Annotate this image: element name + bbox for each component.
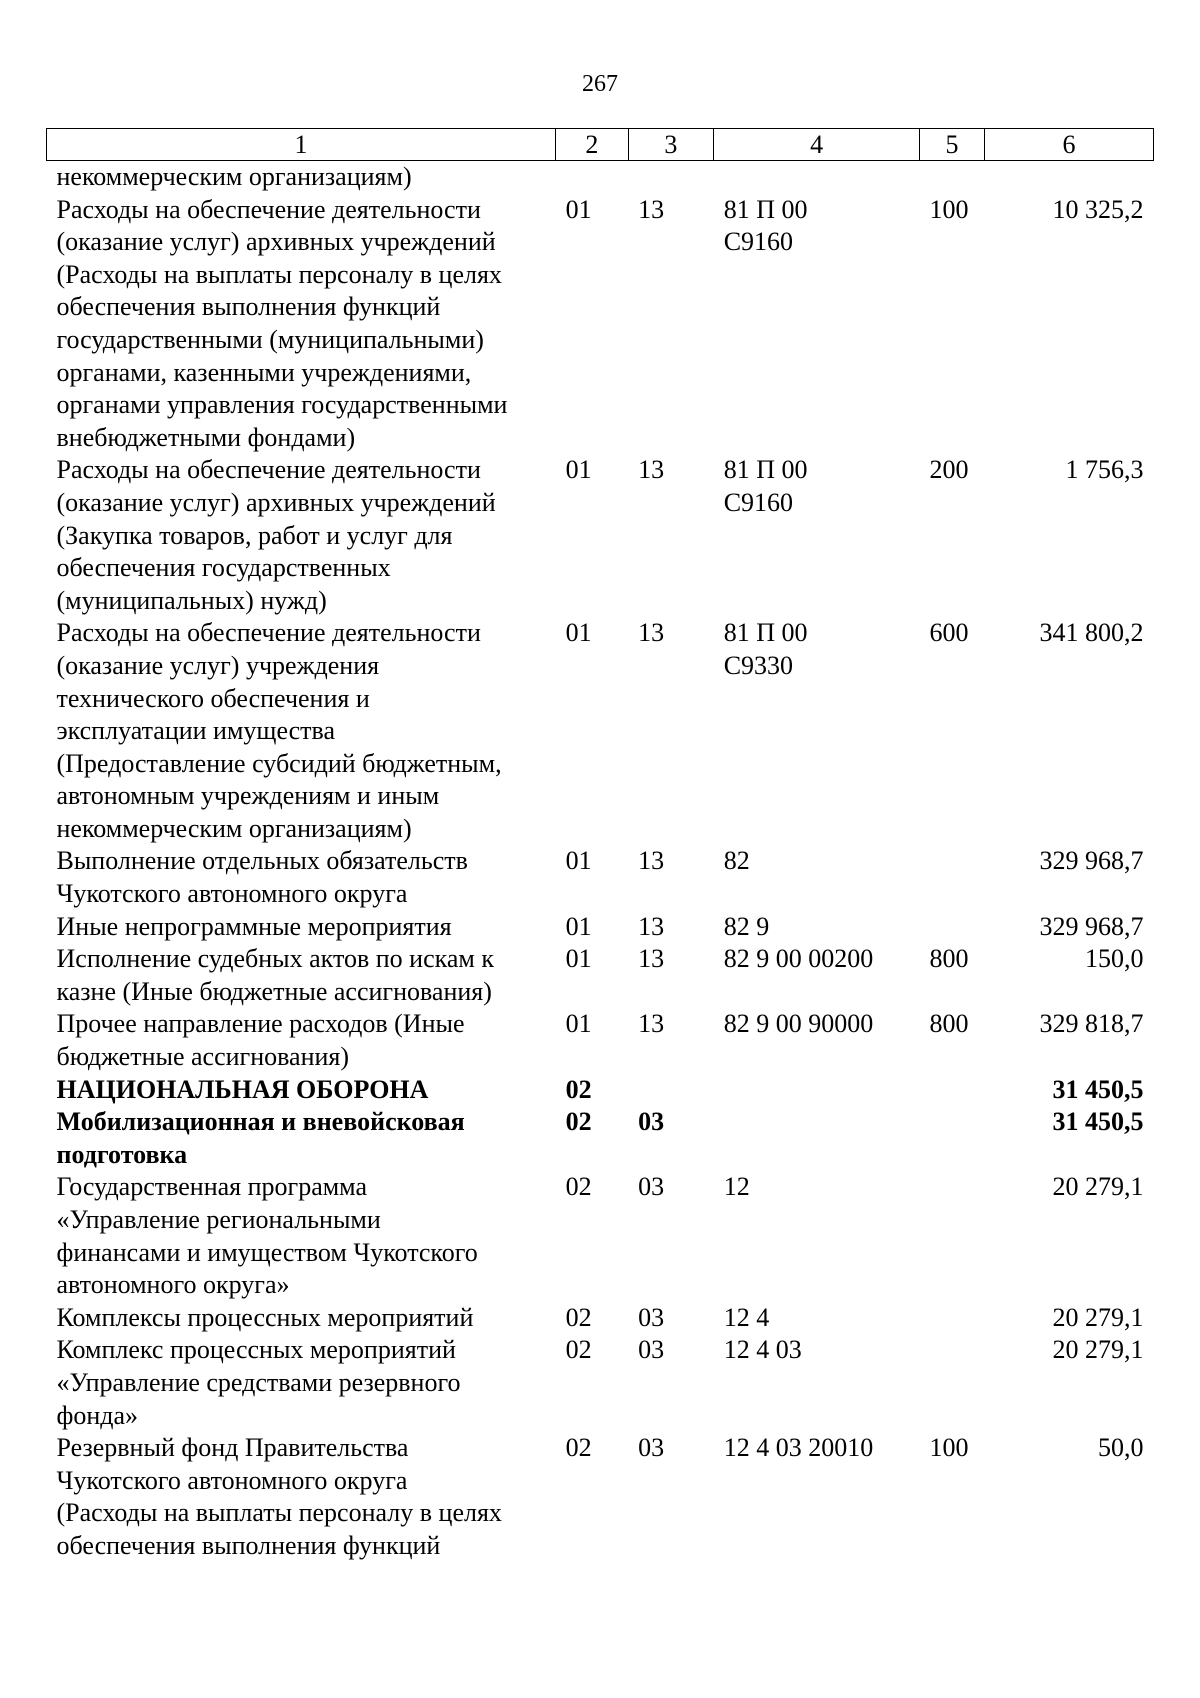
expense-name-line: обеспечения выполнения функций xyxy=(56,292,441,322)
target-article-line: С9160 xyxy=(723,487,794,517)
amount-cell: 1 756,3 xyxy=(1065,455,1144,485)
table-row xyxy=(47,1008,1154,1073)
section-code-cell: 01 xyxy=(565,911,592,941)
expense-name-line: автономным учреждениям и иным xyxy=(56,781,440,811)
target-article-cell xyxy=(714,454,920,617)
section-code-cell: 01 xyxy=(565,944,592,974)
column-header-2: 2 xyxy=(556,129,629,161)
expense-name-line: (Предоставление субсидий бюджетным, xyxy=(56,748,502,778)
expense-name-line: (оказание услуг) архивных учреждений xyxy=(56,227,496,257)
column-header-4: 4 xyxy=(714,129,920,161)
expense-type-cell xyxy=(920,845,985,910)
expense-name-cell xyxy=(47,1302,556,1335)
table-row xyxy=(47,194,1154,455)
section-code-cell xyxy=(556,161,629,194)
target-article-line: С9160 xyxy=(723,227,794,257)
target-article-line: 12 xyxy=(723,1172,750,1202)
expense-name-line: Расходы на обеспечение деятельности xyxy=(56,618,481,648)
amount-cell: 10 325,2 xyxy=(1052,194,1144,224)
expense-name-cell xyxy=(47,845,556,910)
expense-name-line: Мобилизационная и вневойсковая xyxy=(56,1107,465,1137)
subsection-code-cell xyxy=(628,161,714,194)
expense-type-cell xyxy=(920,1074,985,1107)
expense-name-line: Прочее направление расходов (Иные xyxy=(56,1009,465,1039)
subsection-code-cell: 13 xyxy=(638,1009,665,1039)
expense-name-line: (муниципальных) нужд) xyxy=(56,585,327,615)
expense-name-line: технического обеспечения и xyxy=(56,683,370,713)
amount-cell: 20 279,1 xyxy=(1052,1335,1144,1365)
table-row xyxy=(47,943,1154,1008)
target-article-cell xyxy=(714,1008,920,1073)
subsection-code-cell: 13 xyxy=(638,911,665,941)
section-code-cell: 01 xyxy=(565,1009,592,1039)
target-article-line: 82 9 xyxy=(723,911,770,941)
subsection-code-cell: 13 xyxy=(638,194,665,224)
amount-cell: 31 450,5 xyxy=(1052,1074,1144,1104)
target-article-line: 82 9 00 00200 xyxy=(723,944,874,974)
target-article-cell xyxy=(714,194,920,455)
subsection-code-cell xyxy=(628,1074,714,1107)
section-code-cell: 01 xyxy=(565,618,592,648)
expense-name-line: органами управления государственными xyxy=(56,390,508,420)
table-body xyxy=(47,161,1154,1563)
expense-name-line: Иные непрограммные мероприятия xyxy=(56,911,452,941)
table-row xyxy=(47,845,1154,910)
expense-name-line: Комплекс процессных мероприятий xyxy=(56,1335,456,1365)
expense-name-line: эксплуатации имущества xyxy=(56,716,336,746)
expense-type-cell: 100 xyxy=(929,1433,969,1463)
amount-cell: 329 818,7 xyxy=(1039,1009,1144,1039)
expense-type-cell xyxy=(920,911,985,944)
budget-table xyxy=(46,128,1154,1563)
target-article-cell xyxy=(714,911,920,944)
table-row xyxy=(47,1171,1154,1301)
amount-cell: 31 450,5 xyxy=(1052,1107,1144,1137)
expense-name-cell xyxy=(47,1008,556,1073)
expense-name-line: (оказание услуг) учреждения xyxy=(56,650,380,680)
expense-name-cell xyxy=(47,1074,556,1107)
section-code-cell: 01 xyxy=(565,455,592,485)
expense-type-cell: 800 xyxy=(929,944,969,974)
expense-name-line: внебюджетными фондами) xyxy=(56,422,356,452)
section-code-cell: 01 xyxy=(565,194,592,224)
expense-type-cell xyxy=(920,161,985,194)
section-code-cell: 02 xyxy=(565,1172,592,1202)
expense-name-line: обеспечения выполнения функций xyxy=(56,1530,441,1560)
expense-name-cell xyxy=(47,943,556,1008)
table-header xyxy=(47,129,1154,161)
expense-name-cell xyxy=(47,911,556,944)
expense-name-cell xyxy=(47,1432,556,1562)
expense-name-line: Чукотского автономного округа xyxy=(56,879,408,909)
amount-cell: 20 279,1 xyxy=(1052,1172,1144,1202)
expense-name-line: бюджетные ассигнования) xyxy=(56,1042,350,1072)
table-row xyxy=(47,1074,1154,1107)
expense-type-cell xyxy=(920,1106,985,1171)
section-code-cell: 02 xyxy=(565,1107,592,1137)
amount-cell: 329 968,7 xyxy=(1039,846,1144,876)
table-row xyxy=(47,1334,1154,1432)
expense-name-line: Исполнение судебных актов по искам к xyxy=(56,944,494,974)
target-article-line: 82 xyxy=(723,846,750,876)
section-code-cell: 02 xyxy=(565,1335,592,1365)
table-row xyxy=(47,617,1154,845)
expense-name-line: Комплексы процессных мероприятий xyxy=(56,1302,474,1332)
expense-name-line: Государственная программа xyxy=(56,1172,368,1202)
expense-name-line: «Управление региональными xyxy=(56,1205,381,1234)
table-row xyxy=(47,1106,1154,1171)
target-article-line: 12 4 03 20010 xyxy=(723,1433,874,1463)
expense-name-cell xyxy=(47,161,556,194)
expense-name-line: некоммерческим организациям) xyxy=(56,162,412,191)
expense-type-cell xyxy=(920,1334,985,1432)
target-article-line: 81 П 00 xyxy=(723,455,808,485)
target-article-cell xyxy=(714,161,920,194)
target-article-line: 12 4 xyxy=(723,1302,770,1332)
expense-name-line: (Расходы на выплаты персоналу в целях xyxy=(56,1498,502,1528)
table-row xyxy=(47,1432,1154,1562)
expense-name-line: финансами и имуществом Чукотского xyxy=(56,1237,478,1267)
expense-name-line: (оказание услуг) архивных учреждений xyxy=(56,487,496,517)
column-header-6: 6 xyxy=(984,129,1153,161)
subsection-code-cell: 03 xyxy=(638,1172,665,1202)
column-header-1: 1 xyxy=(47,129,556,161)
expense-name-line: государственными (муниципальными) xyxy=(56,324,484,354)
expense-name-cell xyxy=(47,454,556,617)
expense-type-cell xyxy=(920,1302,985,1335)
target-article-line: 81 П 00 xyxy=(723,618,808,648)
expense-name-line: Чукотского автономного округа xyxy=(56,1465,408,1495)
target-article-line: 82 9 00 90000 xyxy=(723,1009,874,1039)
table-row xyxy=(47,161,1154,194)
table-row xyxy=(47,911,1154,944)
section-code-cell: 02 xyxy=(565,1302,592,1332)
subsection-code-cell: 03 xyxy=(638,1302,665,1332)
target-article-cell xyxy=(714,1106,920,1171)
section-code-cell: 02 xyxy=(565,1074,592,1104)
target-article-cell xyxy=(714,943,920,1008)
table-row xyxy=(47,454,1154,617)
target-article-line: 81 П 00 xyxy=(723,194,808,224)
expense-name-line: Расходы на обеспечение деятельности xyxy=(56,194,481,224)
subsection-code-cell: 03 xyxy=(638,1107,665,1137)
target-article-cell xyxy=(714,845,920,910)
expense-name-cell xyxy=(47,1334,556,1432)
target-article-cell xyxy=(714,1171,920,1301)
target-article-line: С9330 xyxy=(723,650,794,680)
subsection-code-cell: 13 xyxy=(638,618,665,648)
expense-type-cell: 200 xyxy=(929,455,969,485)
column-header-3: 3 xyxy=(628,129,714,161)
amount-cell xyxy=(984,161,1153,194)
expense-name-line: обеспечения государственных xyxy=(56,553,391,583)
expense-name-line: (Закупка товаров, работ и услуг для xyxy=(56,520,453,550)
expense-name-line: подготовка xyxy=(56,1139,188,1169)
expense-name-line: некоммерческим организациям) xyxy=(56,813,412,843)
subsection-code-cell: 13 xyxy=(638,846,665,876)
subsection-code-cell: 03 xyxy=(638,1433,665,1463)
expense-name-line: Резервный фонд Правительства xyxy=(56,1433,409,1463)
expense-name-line: Выполнение отдельных обязательств xyxy=(56,846,468,876)
subsection-code-cell: 13 xyxy=(638,455,665,485)
column-header-5: 5 xyxy=(920,129,985,161)
subsection-code-cell: 03 xyxy=(638,1335,665,1365)
expense-name-cell xyxy=(47,617,556,845)
expense-name-line: «Управление средствами резервного xyxy=(56,1367,461,1397)
expense-name-cell xyxy=(47,1171,556,1301)
expense-type-cell xyxy=(920,1171,985,1301)
amount-cell: 150,0 xyxy=(1085,944,1144,974)
expense-name-line: (Расходы на выплаты персоналу в целях xyxy=(56,259,502,289)
expense-name-line: автономного округа» xyxy=(56,1270,290,1300)
subsection-code-cell: 13 xyxy=(638,944,665,974)
page-number: 267 xyxy=(582,71,618,97)
section-code-cell: 02 xyxy=(565,1433,592,1463)
expense-name-line: фонда» xyxy=(56,1400,139,1430)
expense-type-cell: 600 xyxy=(929,618,969,648)
amount-cell: 341 800,2 xyxy=(1039,618,1144,648)
expense-type-cell: 100 xyxy=(929,194,969,224)
amount-cell: 50,0 xyxy=(1098,1433,1144,1463)
section-code-cell: 01 xyxy=(565,846,592,876)
expense-name-line: Расходы на обеспечение деятельности xyxy=(56,455,481,485)
target-article-cell xyxy=(714,1074,920,1107)
expense-name-line: НАЦИОНАЛЬНАЯ ОБОРОНА xyxy=(56,1074,429,1104)
expense-name-cell xyxy=(47,194,556,455)
expense-name-line: органами, казенными учреждениями, xyxy=(56,357,472,387)
target-article-cell xyxy=(714,1334,920,1432)
amount-cell: 20 279,1 xyxy=(1052,1302,1144,1332)
expense-name-cell xyxy=(47,1106,556,1171)
table-row xyxy=(47,1302,1154,1335)
target-article-cell xyxy=(714,1432,920,1562)
header-row xyxy=(47,129,1154,161)
target-article-cell xyxy=(714,617,920,845)
target-article-line: 12 4 03 xyxy=(723,1335,802,1365)
target-article-cell xyxy=(714,1302,920,1335)
amount-cell: 329 968,7 xyxy=(1039,911,1144,941)
expense-type-cell: 800 xyxy=(929,1009,969,1039)
expense-name-line: казне (Иные бюджетные ассигнования) xyxy=(56,976,492,1006)
